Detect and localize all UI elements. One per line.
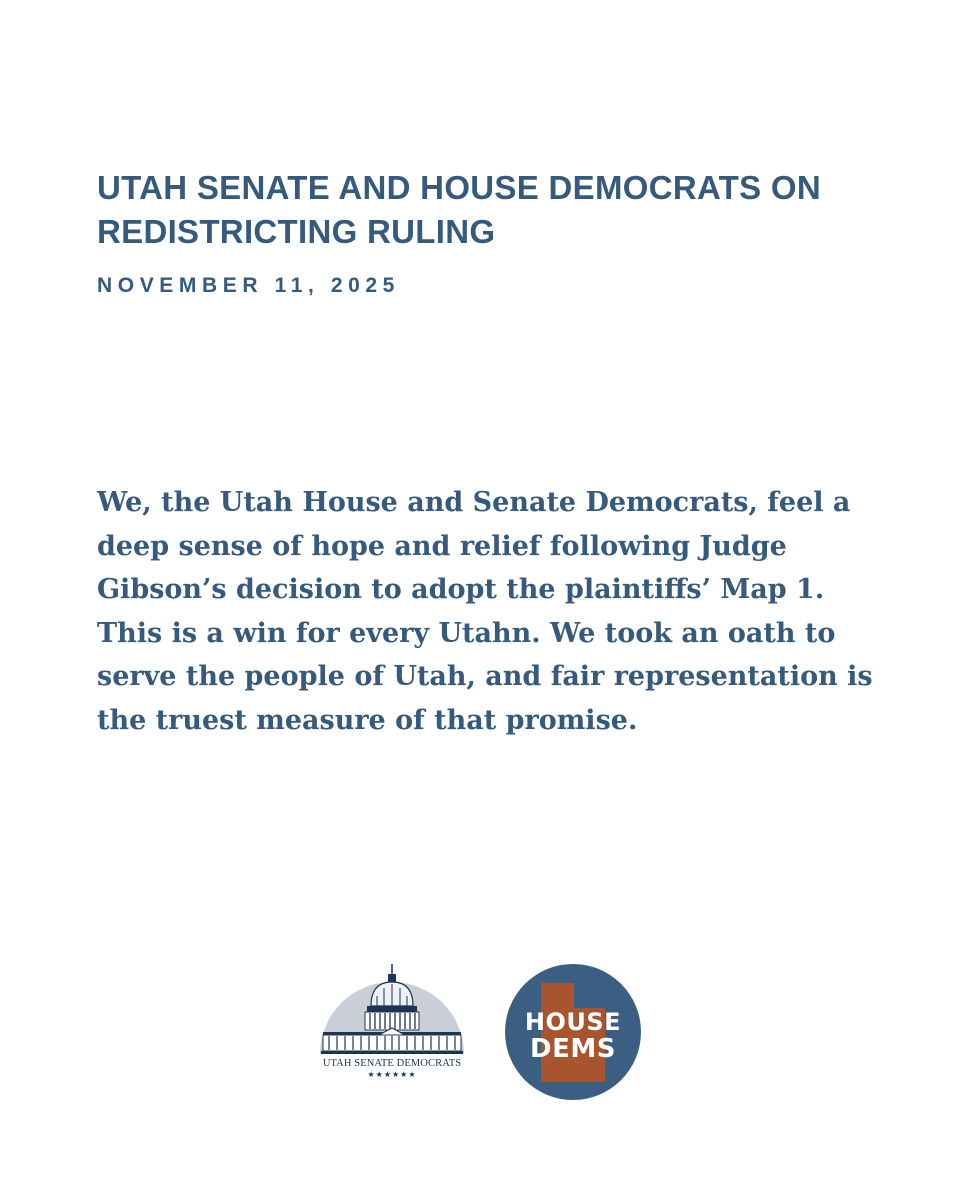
senate-logo-wordmark: UTAH SENATE DEMOCRATS <box>322 1058 462 1069</box>
capitol-dome-icon <box>317 962 467 1062</box>
utah-senate-democrats-logo <box>317 962 467 1084</box>
house-dems-logo <box>505 964 641 1100</box>
house-logo-word-house: HOUSE <box>524 1008 622 1036</box>
page-title: UTAH SENATE AND HOUSE DEMOCRATS ON REDISTRICTING RULING <box>97 169 821 250</box>
senate-logo-stars: ★★★★★★ <box>367 1070 417 1079</box>
publication-date: NOVEMBER 11, 2025 <box>97 274 400 297</box>
house-logo-word-dems: DEMS <box>530 1034 616 1064</box>
statement-body: We, the Utah House and Senate Democrats, feel a deep sense of hope and relief following Judge Gibson’s decision to adopt the plaintiffs’ Map 1. This is a win for every Utahn. We took an oath to serve the people of Utah, and fair representation is the truest measure of that promise. <box>97 487 873 736</box>
logo-row <box>317 962 647 1102</box>
